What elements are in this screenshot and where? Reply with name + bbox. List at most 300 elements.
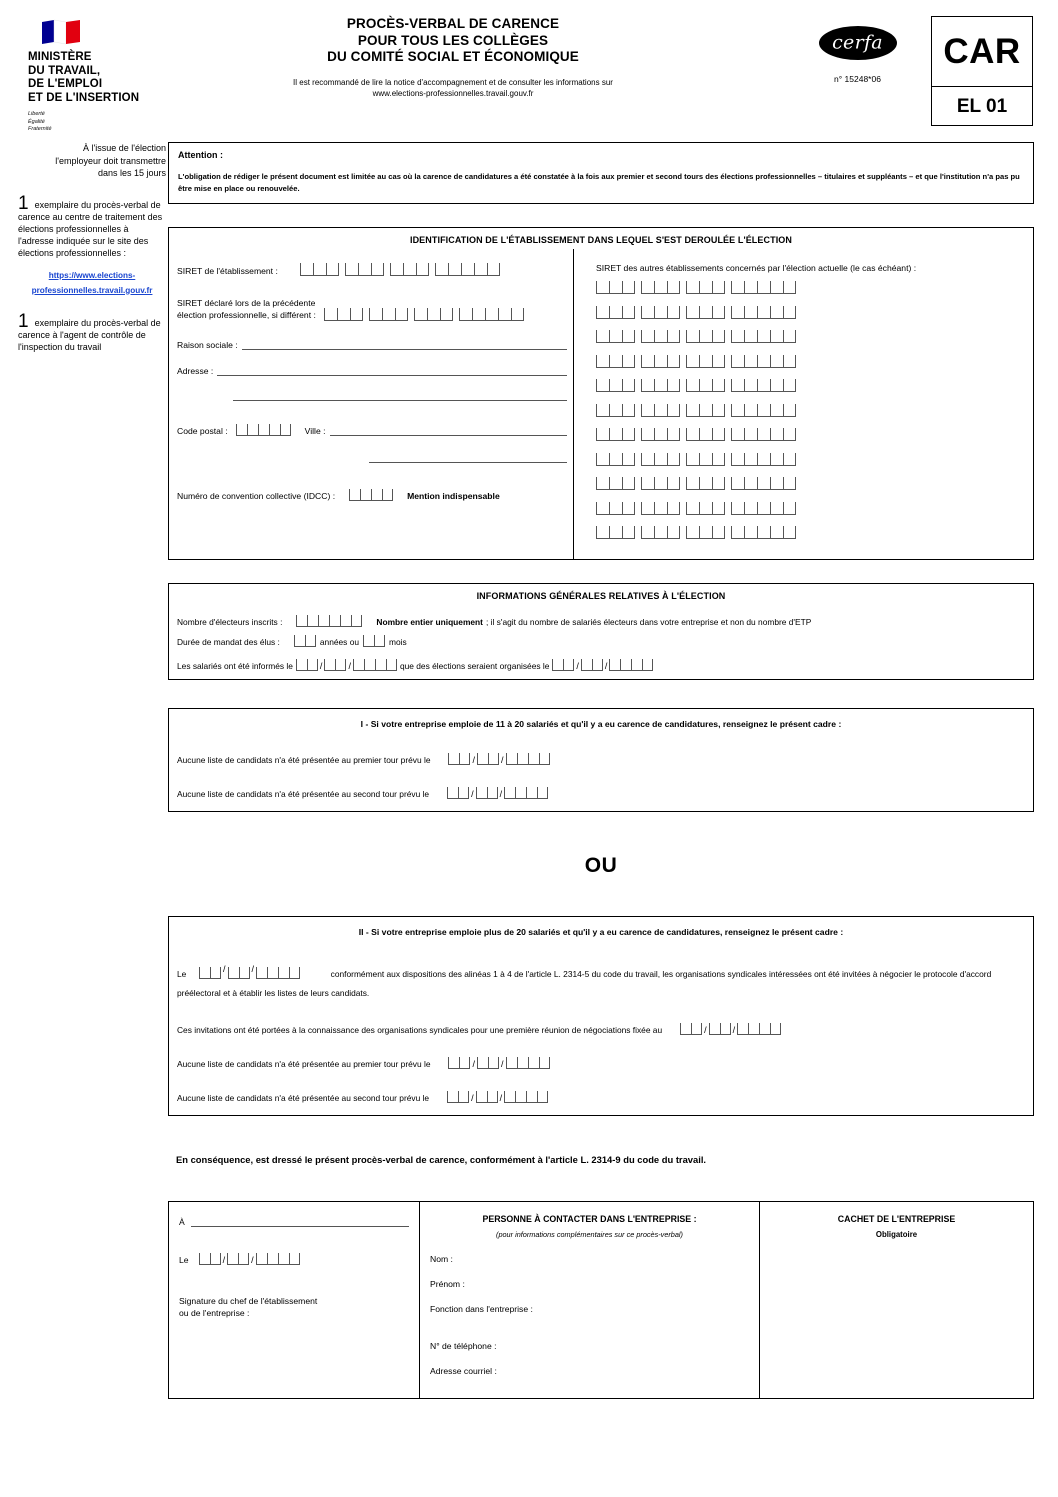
char-cell[interactable] [539,753,550,765]
char-cell[interactable] [731,428,744,441]
char-cell[interactable] [256,967,267,979]
ville-input-2[interactable] [369,452,567,463]
char-cell[interactable] [487,1091,498,1103]
char-cell[interactable] [744,428,757,441]
section-two-convocation-date[interactable] [199,960,300,979]
char-cell[interactable] [487,263,500,276]
char-cell[interactable] [227,1253,238,1265]
char-cell[interactable] [720,1023,731,1035]
char-cell[interactable] [770,404,783,417]
char-cell[interactable] [783,306,796,319]
char-cell[interactable] [770,1023,781,1035]
section-one-first-round-date[interactable] [448,753,549,765]
char-cell[interactable] [757,281,770,294]
raison-sociale-input[interactable] [242,339,567,350]
char-cell[interactable] [307,615,318,627]
char-cell[interactable] [228,967,239,979]
char-cell[interactable] [744,330,757,343]
char-cell[interactable] [667,404,680,417]
adresse-input-1[interactable] [217,365,567,376]
char-cell[interactable] [528,1057,539,1069]
electors-input[interactable] [296,615,362,627]
char-cell[interactable] [364,659,375,671]
char-cell[interactable] [641,526,654,539]
elections-portal-link[interactable] [18,268,166,298]
char-cell[interactable] [267,1253,278,1265]
other-siret-row[interactable] [596,477,1025,495]
char-cell[interactable] [313,263,326,276]
char-cell[interactable] [680,1023,691,1035]
mandate-years-input[interactable] [294,635,316,647]
char-cell[interactable] [609,306,622,319]
char-cell[interactable] [395,308,408,321]
char-cell[interactable] [622,453,635,466]
char-cell[interactable] [622,502,635,515]
char-cell[interactable] [609,355,622,368]
char-cell[interactable] [654,404,667,417]
other-siret-row[interactable] [596,281,1025,299]
char-cell[interactable] [744,404,757,417]
char-cell[interactable] [712,526,725,539]
char-cell[interactable] [337,308,350,321]
char-cell[interactable] [517,753,528,765]
other-siret-row[interactable] [596,330,1025,348]
char-cell[interactable] [770,453,783,466]
char-cell[interactable] [504,1091,515,1103]
char-cell[interactable] [622,428,635,441]
char-cell[interactable] [699,281,712,294]
char-cell[interactable] [641,428,654,441]
idcc-input[interactable] [349,489,393,501]
char-cell[interactable] [552,659,563,671]
char-cell[interactable] [448,263,461,276]
char-cell[interactable] [667,281,680,294]
char-cell[interactable] [783,404,796,417]
char-cell[interactable] [305,635,316,647]
char-cell[interactable] [488,1057,499,1069]
char-cell[interactable] [770,526,783,539]
other-siret-row[interactable] [596,502,1025,520]
char-cell[interactable] [622,404,635,417]
char-cell[interactable] [539,1057,550,1069]
char-cell[interactable] [353,659,364,671]
char-cell[interactable] [324,659,335,671]
char-cell[interactable] [731,404,744,417]
char-cell[interactable] [609,330,622,343]
char-cell[interactable] [294,635,305,647]
char-cell[interactable] [526,1091,537,1103]
char-cell[interactable] [667,477,680,490]
char-cell[interactable] [699,379,712,392]
section-two-meeting-date[interactable] [680,1023,781,1035]
char-cell[interactable] [654,428,667,441]
char-cell[interactable] [515,787,526,799]
char-cell[interactable] [641,281,654,294]
char-cell[interactable] [596,526,609,539]
char-cell[interactable] [358,263,371,276]
char-cell[interactable] [622,355,635,368]
char-cell[interactable] [622,330,635,343]
char-cell[interactable] [300,263,313,276]
contact-field-telephone[interactable]: N° de téléphone : [430,1340,497,1351]
char-cell[interactable] [369,308,382,321]
char-cell[interactable] [461,263,474,276]
char-cell[interactable] [488,753,499,765]
char-cell[interactable] [622,379,635,392]
planned-date-input[interactable] [552,659,653,671]
char-cell[interactable] [686,355,699,368]
char-cell[interactable] [744,477,757,490]
char-cell[interactable] [686,330,699,343]
char-cell[interactable] [526,787,537,799]
char-cell[interactable] [386,659,397,671]
char-cell[interactable] [267,967,278,979]
char-cell[interactable] [238,1253,249,1265]
char-cell[interactable] [350,308,363,321]
char-cell[interactable] [592,659,603,671]
char-cell[interactable] [712,404,725,417]
char-cell[interactable] [744,306,757,319]
code-postal-input[interactable] [236,424,291,436]
char-cell[interactable] [448,753,459,765]
char-cell[interactable] [458,1091,469,1103]
char-cell[interactable] [609,526,622,539]
siret-input[interactable] [300,263,500,276]
contact-field-fonction[interactable]: Fonction dans l'entreprise : [430,1303,533,1314]
char-cell[interactable] [654,355,667,368]
char-cell[interactable] [783,453,796,466]
char-cell[interactable] [477,1057,488,1069]
char-cell[interactable] [609,404,622,417]
char-cell[interactable] [641,330,654,343]
char-cell[interactable] [712,428,725,441]
char-cell[interactable] [458,787,469,799]
informed-date-input[interactable] [296,659,397,671]
char-cell[interactable] [654,330,667,343]
char-cell[interactable] [757,404,770,417]
char-cell[interactable] [699,526,712,539]
char-cell[interactable] [528,753,539,765]
char-cell[interactable] [731,502,744,515]
char-cell[interactable] [667,379,680,392]
char-cell[interactable] [667,306,680,319]
char-cell[interactable] [667,453,680,466]
char-cell[interactable] [744,355,757,368]
char-cell[interactable] [712,281,725,294]
char-cell[interactable] [731,526,744,539]
char-cell[interactable] [390,263,403,276]
char-cell[interactable] [712,453,725,466]
char-cell[interactable] [770,355,783,368]
contact-field-prenom[interactable]: Prénom : [430,1278,465,1289]
char-cell[interactable] [596,477,609,490]
char-cell[interactable] [686,502,699,515]
char-cell[interactable] [477,753,488,765]
char-cell[interactable] [447,787,458,799]
char-cell[interactable] [686,453,699,466]
char-cell[interactable] [351,615,362,627]
char-cell[interactable] [289,967,300,979]
char-cell[interactable] [307,659,318,671]
char-cell[interactable] [712,330,725,343]
char-cell[interactable] [686,281,699,294]
char-cell[interactable] [731,355,744,368]
other-siret-row[interactable] [596,404,1025,422]
char-cell[interactable] [699,404,712,417]
char-cell[interactable] [737,1023,748,1035]
char-cell[interactable] [596,453,609,466]
char-cell[interactable] [757,428,770,441]
char-cell[interactable] [744,379,757,392]
char-cell[interactable] [622,306,635,319]
char-cell[interactable] [609,502,622,515]
char-cell[interactable] [382,308,395,321]
char-cell[interactable] [757,477,770,490]
char-cell[interactable] [448,1057,459,1069]
char-cell[interactable] [699,453,712,466]
char-cell[interactable] [236,424,247,436]
char-cell[interactable] [709,1023,720,1035]
char-cell[interactable] [744,502,757,515]
char-cell[interactable] [631,659,642,671]
char-cell[interactable] [360,489,371,501]
char-cell[interactable] [757,453,770,466]
char-cell[interactable] [783,330,796,343]
char-cell[interactable] [783,477,796,490]
char-cell[interactable] [667,526,680,539]
char-cell[interactable] [654,306,667,319]
char-cell[interactable] [506,1057,517,1069]
char-cell[interactable] [731,281,744,294]
char-cell[interactable] [622,526,635,539]
char-cell[interactable] [296,659,307,671]
char-cell[interactable] [280,424,291,436]
char-cell[interactable] [427,308,440,321]
other-siret-row[interactable] [596,355,1025,373]
char-cell[interactable] [474,263,487,276]
char-cell[interactable] [712,379,725,392]
char-cell[interactable] [691,1023,702,1035]
char-cell[interactable] [654,379,667,392]
char-cell[interactable] [770,306,783,319]
char-cell[interactable] [712,355,725,368]
char-cell[interactable] [581,659,592,671]
char-cell[interactable] [620,659,631,671]
char-cell[interactable] [278,967,289,979]
other-siret-row[interactable] [596,306,1025,324]
char-cell[interactable] [770,428,783,441]
char-cell[interactable] [731,453,744,466]
char-cell[interactable] [783,281,796,294]
char-cell[interactable] [374,635,385,647]
char-cell[interactable] [667,330,680,343]
section-two-second-round-date[interactable] [447,1091,548,1103]
char-cell[interactable] [783,502,796,515]
char-cell[interactable] [641,404,654,417]
char-cell[interactable] [770,379,783,392]
char-cell[interactable] [712,477,725,490]
char-cell[interactable] [699,306,712,319]
char-cell[interactable] [416,263,429,276]
char-cell[interactable] [757,330,770,343]
char-cell[interactable] [414,308,427,321]
char-cell[interactable] [326,263,339,276]
char-cell[interactable] [199,967,210,979]
char-cell[interactable] [622,281,635,294]
place-input[interactable] [191,1216,409,1227]
char-cell[interactable] [744,526,757,539]
char-cell[interactable] [517,1057,528,1069]
char-cell[interactable] [699,477,712,490]
previous-siret-input[interactable] [324,308,524,321]
char-cell[interactable] [699,428,712,441]
char-cell[interactable] [759,1023,770,1035]
char-cell[interactable] [641,355,654,368]
char-cell[interactable] [596,379,609,392]
char-cell[interactable] [269,424,280,436]
char-cell[interactable] [731,306,744,319]
char-cell[interactable] [329,615,340,627]
char-cell[interactable] [596,330,609,343]
char-cell[interactable] [340,615,351,627]
char-cell[interactable] [609,281,622,294]
char-cell[interactable] [654,477,667,490]
char-cell[interactable] [296,615,307,627]
char-cell[interactable] [289,1253,300,1265]
char-cell[interactable] [641,379,654,392]
char-cell[interactable] [770,281,783,294]
char-cell[interactable] [371,489,382,501]
char-cell[interactable] [686,404,699,417]
char-cell[interactable] [256,1253,267,1265]
other-siret-row[interactable] [596,526,1025,544]
section-one-second-round-date[interactable] [447,787,548,799]
char-cell[interactable] [757,306,770,319]
char-cell[interactable] [349,489,360,501]
char-cell[interactable] [345,263,358,276]
char-cell[interactable] [596,428,609,441]
char-cell[interactable] [485,308,498,321]
char-cell[interactable] [770,330,783,343]
char-cell[interactable] [459,1057,470,1069]
char-cell[interactable] [748,1023,759,1035]
char-cell[interactable] [686,526,699,539]
char-cell[interactable] [757,379,770,392]
char-cell[interactable] [278,1253,289,1265]
char-cell[interactable] [783,428,796,441]
char-cell[interactable] [511,308,524,321]
char-cell[interactable] [324,308,337,321]
char-cell[interactable] [783,526,796,539]
char-cell[interactable] [375,659,386,671]
contact-field-email[interactable]: Adresse courriel : [430,1365,497,1376]
char-cell[interactable] [699,502,712,515]
char-cell[interactable] [667,428,680,441]
mandate-months-input[interactable] [363,635,385,647]
char-cell[interactable] [654,453,667,466]
char-cell[interactable] [654,526,667,539]
char-cell[interactable] [712,306,725,319]
char-cell[interactable] [667,355,680,368]
adresse-input-2[interactable] [233,390,567,401]
contact-field-nom[interactable]: Nom : [430,1253,453,1264]
section-two-first-round-date[interactable] [448,1057,549,1069]
char-cell[interactable] [515,1091,526,1103]
char-cell[interactable] [686,428,699,441]
char-cell[interactable] [335,659,346,671]
char-cell[interactable] [210,967,221,979]
other-siret-row[interactable] [596,453,1025,471]
char-cell[interactable] [686,306,699,319]
other-siret-row[interactable] [596,379,1025,397]
char-cell[interactable] [498,308,511,321]
char-cell[interactable] [476,787,487,799]
char-cell[interactable] [596,355,609,368]
char-cell[interactable] [459,308,472,321]
char-cell[interactable] [757,355,770,368]
char-cell[interactable] [642,659,653,671]
char-cell[interactable] [699,330,712,343]
char-cell[interactable] [596,502,609,515]
char-cell[interactable] [506,753,517,765]
char-cell[interactable] [654,281,667,294]
char-cell[interactable] [622,477,635,490]
char-cell[interactable] [596,404,609,417]
char-cell[interactable] [609,659,620,671]
char-cell[interactable] [686,379,699,392]
char-cell[interactable] [783,355,796,368]
char-cell[interactable] [371,263,384,276]
char-cell[interactable] [731,379,744,392]
ville-input-1[interactable] [330,425,568,436]
char-cell[interactable] [537,787,548,799]
char-cell[interactable] [210,1253,221,1265]
char-cell[interactable] [382,489,393,501]
signature-date-input[interactable] [199,1253,300,1265]
char-cell[interactable] [712,502,725,515]
char-cell[interactable] [686,477,699,490]
char-cell[interactable] [641,306,654,319]
char-cell[interactable] [641,502,654,515]
char-cell[interactable] [199,1253,210,1265]
char-cell[interactable] [609,428,622,441]
char-cell[interactable] [609,477,622,490]
char-cell[interactable] [641,453,654,466]
char-cell[interactable] [596,281,609,294]
char-cell[interactable] [537,1091,548,1103]
char-cell[interactable] [487,787,498,799]
char-cell[interactable] [239,967,250,979]
char-cell[interactable] [363,635,374,647]
char-cell[interactable] [596,306,609,319]
char-cell[interactable] [667,502,680,515]
char-cell[interactable] [731,477,744,490]
char-cell[interactable] [472,308,485,321]
char-cell[interactable] [609,453,622,466]
char-cell[interactable] [770,477,783,490]
char-cell[interactable] [654,502,667,515]
char-cell[interactable] [403,263,416,276]
char-cell[interactable] [318,615,329,627]
char-cell[interactable] [757,502,770,515]
other-siret-row[interactable] [596,428,1025,446]
char-cell[interactable] [258,424,269,436]
char-cell[interactable] [757,526,770,539]
char-cell[interactable] [459,753,470,765]
char-cell[interactable] [435,263,448,276]
char-cell[interactable] [731,330,744,343]
char-cell[interactable] [247,424,258,436]
